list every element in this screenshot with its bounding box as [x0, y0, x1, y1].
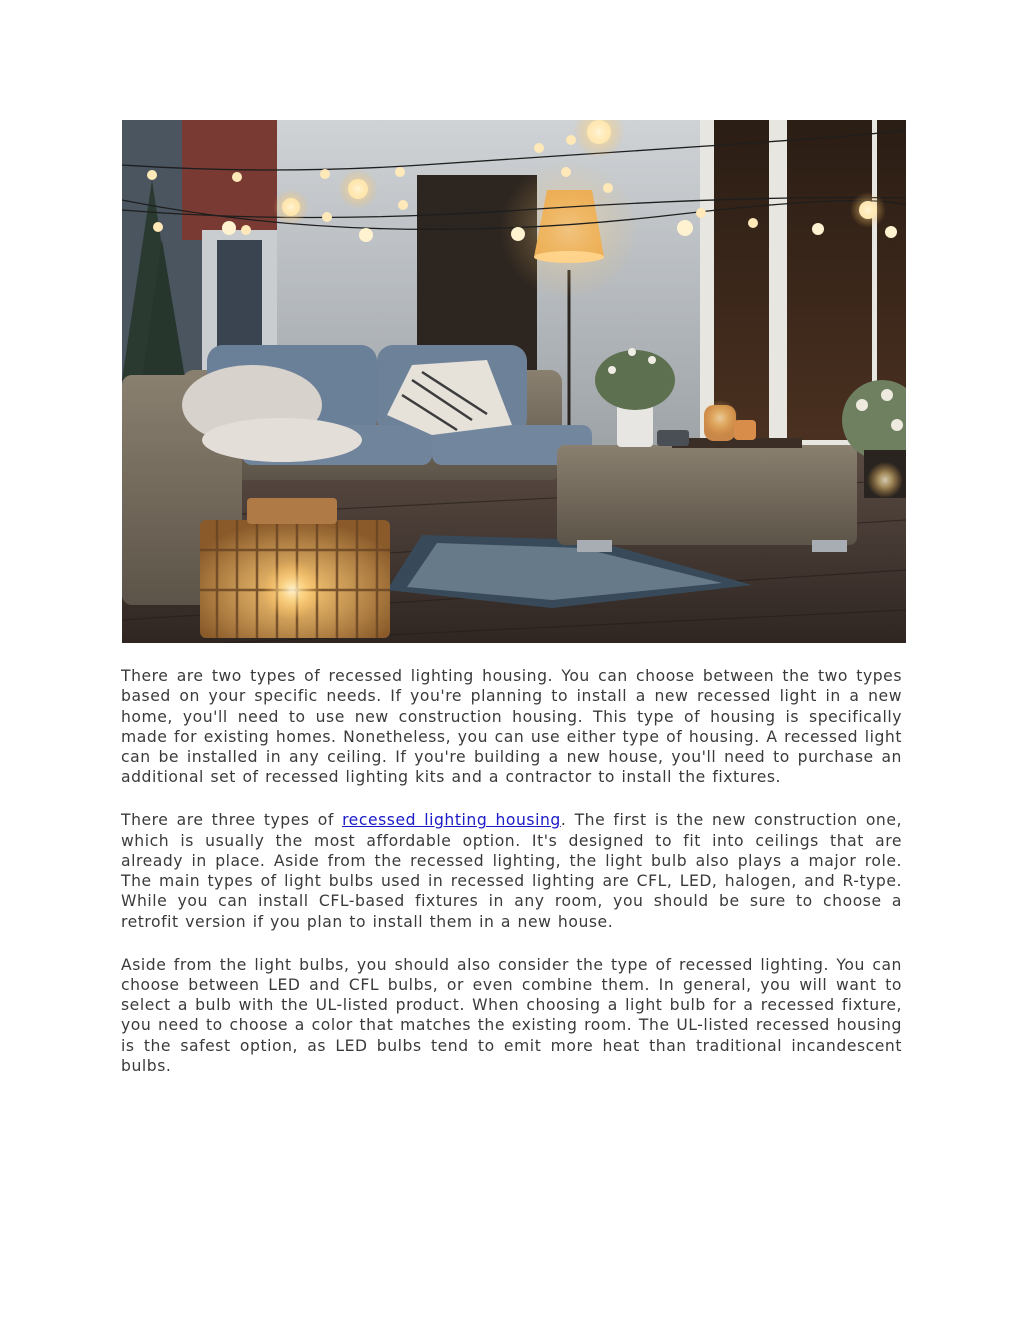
- paragraph-2-text-before: There are three types of: [121, 811, 343, 830]
- recessed-lighting-housing-link[interactable]: recessed lighting housing: [342, 811, 561, 830]
- paragraph-3-text: Aside from the light bulbs, you should also consider the type of recessed lighting. You can choose between LED and CFL bulbs, or even combine them. In general, you will want to select a bulb with the UL-listed product. When choosing a light bulb for a recessed fixture, you need to choose a color that matches the existing room. The UL-listed recessed housing is the safest option, as LED bulbs tend to emit more heat than traditional incandescent bulbs.: [121, 955, 902, 1076]
- article-body: [121, 666, 902, 1099]
- patio-photo: [122, 120, 906, 643]
- paragraph-1: [121, 666, 902, 788]
- paragraph-3: [121, 955, 902, 1077]
- paragraph-2: [121, 810, 902, 932]
- paragraph-2-text-after: . The first is the new construction one, which is usually the most affordable option. It's designed to fit into ceilings that are already in place. Aside from the recessed lighting, the light bulb also plays a major role. The main types of light bulbs used in recessed lighting are CFL, LED, halogen, and R-type. While you can install CFL-based fixtures in any room, you should be sure to choose a retrofit version if you plan to install them in a new house.: [121, 811, 902, 931]
- paragraph-1-text: There are two types of recessed lighting housing. You can choose between the two types based on your specific needs. If you're planning to install a new recessed light in a new home, you'll need to use new construction housing. This type of housing is specifically made for existing homes. Nonetheless, you can use either type of housing. A recessed light can be installed in any ceiling. If you're building a new house, you'll need to purchase an additional set of recessed lighting kits and a contractor to install the fixtures.: [121, 667, 902, 787]
